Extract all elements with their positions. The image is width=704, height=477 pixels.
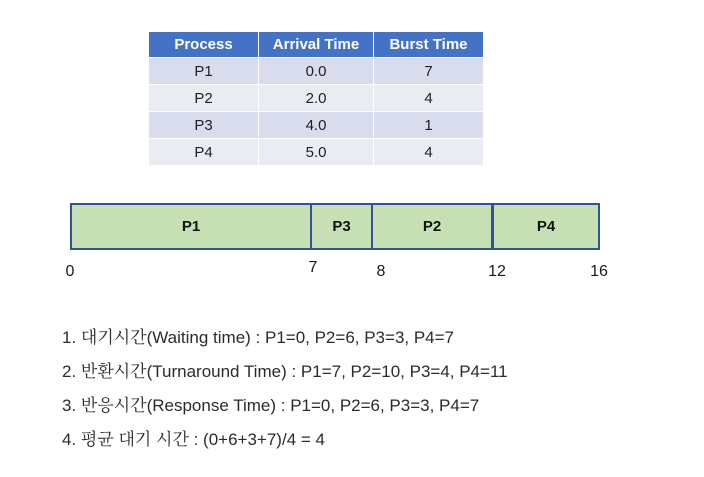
cell-p2-process: P2: [149, 85, 259, 112]
gantt-axis-label-12: 12: [488, 263, 506, 280]
note-line-turnaround-time: 2. 반환시간(Turnaround Time) : P1=7, P2=10, P3=4, P4=11: [62, 362, 508, 381]
gantt-segment-p4: [494, 205, 598, 248]
gantt-segment-p3: [312, 205, 373, 248]
notes-list: [62, 321, 508, 457]
gantt-segment-p2: [373, 205, 494, 248]
process-table-header-arrival-time: Arrival Time: [259, 32, 374, 58]
gantt-axis-label-16: 16: [590, 263, 608, 280]
gantt-axis-label-7: 7: [308, 259, 318, 276]
gantt-segment-label: P2: [422, 218, 442, 235]
gantt-segment-label: P3: [332, 218, 351, 235]
gantt-axis-label-8: 8: [376, 263, 386, 280]
gantt-segment-label: P4: [536, 218, 556, 235]
cell-p4-arrival: 5.0: [259, 139, 374, 166]
gantt-chart: [70, 203, 600, 250]
note-line-waiting-time: 1. 대기시간(Waiting time) : P1=0, P2=6, P3=3, P4=7: [62, 328, 455, 347]
process-table-header-burst-time: Burst Time: [374, 32, 484, 58]
gantt-axis-label-0: 0: [65, 263, 75, 280]
cell-p3-arrival: 4.0: [259, 112, 374, 139]
note-line-average-waiting-time: 4. 평균 대기 시간 : (0+6+3+7)/4 = 4: [62, 430, 325, 449]
process-table-header-row: [149, 32, 484, 58]
cell-p4-burst: 4: [374, 139, 484, 166]
gantt-segment-label: P1: [181, 218, 201, 235]
table-row-p1: [149, 58, 484, 85]
cell-p2-burst: 4: [374, 85, 484, 112]
cell-p1-burst: 7: [374, 58, 484, 85]
cell-p1-arrival: 0.0: [259, 58, 374, 85]
table-row-p3: [149, 112, 484, 139]
cell-p1-process: P1: [149, 58, 259, 85]
gantt-segment-p1: [72, 205, 312, 248]
cell-p3-burst: 1: [374, 112, 484, 139]
table-row-p2: [149, 85, 484, 112]
process-table-header-process: Process: [149, 32, 259, 58]
cell-p4-process: P4: [149, 139, 259, 166]
table-row-p4: [149, 139, 484, 166]
cell-p2-arrival: 2.0: [259, 85, 374, 112]
process-table: [148, 31, 484, 166]
cell-p3-process: P3: [149, 112, 259, 139]
note-line-response-time: 3. 반응시간(Response Time) : P1=0, P2=6, P3=3, P4=7: [62, 396, 480, 415]
